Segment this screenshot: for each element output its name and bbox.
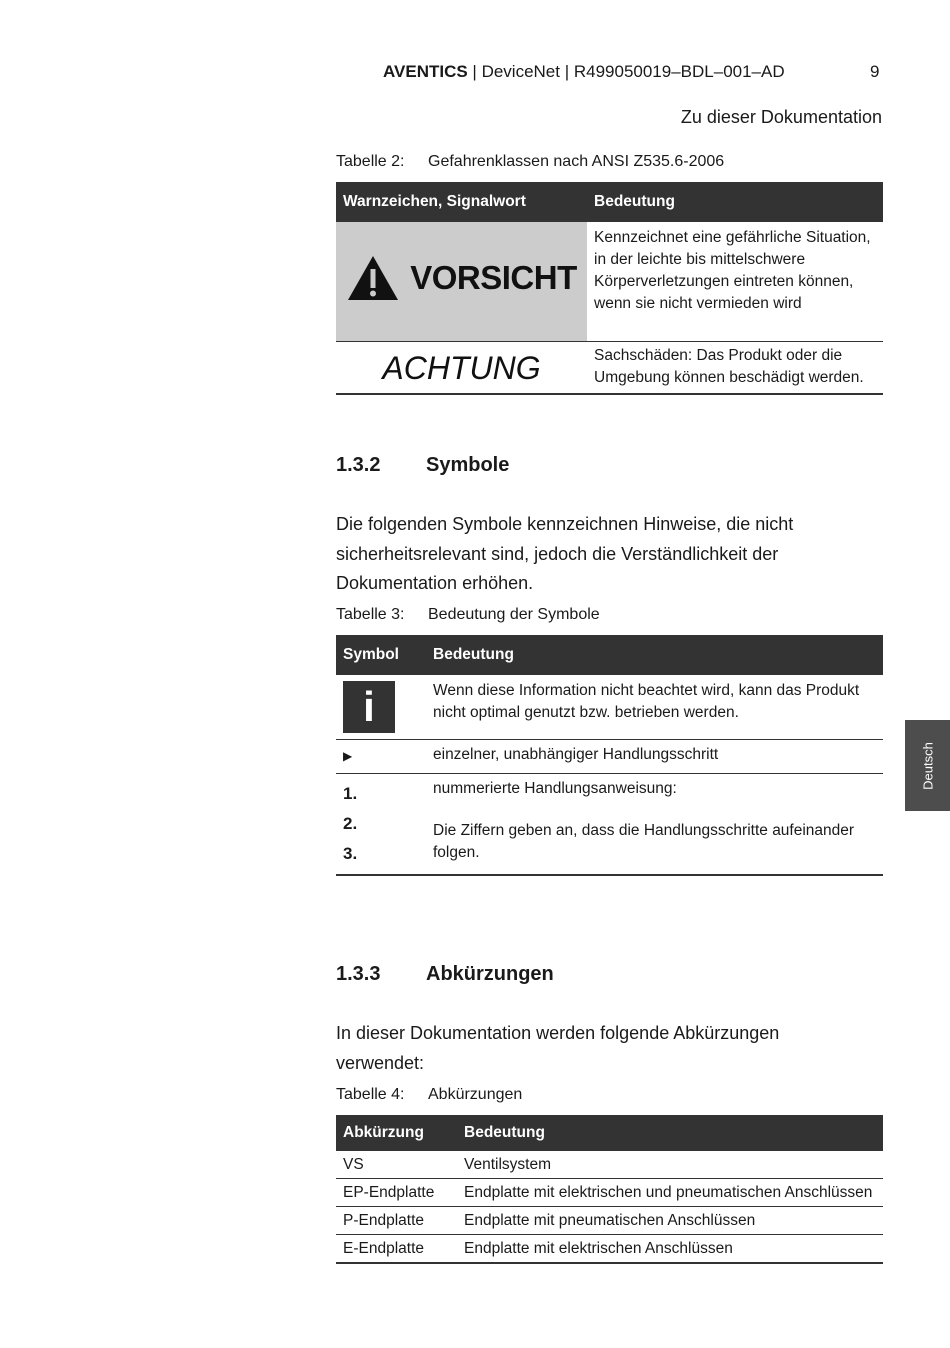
meaning-cell: Wenn diese Information nicht beachtet wird, kann das Produkt nicht optimal genutzt bzw. betrieben werden. [426, 675, 883, 740]
table-header-row [336, 635, 883, 675]
abbr-cell: E-Endplatte [336, 1235, 457, 1264]
abbr-cell: VS [336, 1151, 457, 1179]
list-number: 2. [343, 814, 358, 833]
col-header: Symbol [336, 635, 426, 675]
table-row [336, 1151, 883, 1179]
achtung-cell [336, 342, 587, 395]
section-number: 1.3.3 [336, 963, 381, 985]
symbol-table [336, 635, 883, 876]
col-header: Warnzeichen, Signalwort [336, 182, 587, 222]
table-row [336, 1179, 883, 1207]
info-icon: i [343, 681, 395, 733]
language-tab-label: Deutsch [920, 741, 935, 790]
meaning-cell [426, 774, 883, 876]
meaning-cell: Kennzeichnet eine gefährliche Situation, in der leichte bis mittelschwere Körperverletzungen eintreten können, wenn sie nicht vermieden wird [587, 222, 883, 342]
paragraph: In dieser Dokumentation werden folgende Abkürzungen verwendet: [336, 1023, 780, 1073]
meaning-line: nummerierte Handlungsanweisung: [433, 780, 677, 797]
symbol-cell [336, 675, 426, 740]
section-title-abkuerzungen [336, 963, 554, 986]
table-row [336, 1207, 883, 1235]
abbr-cell: EP-Endplatte [336, 1179, 457, 1207]
vorsicht-label: VORSICHT [410, 259, 577, 296]
col-header: Bedeutung [426, 635, 883, 675]
paragraph: Die folgenden Symbole kennzeichnen Hinweise, die nicht sicherheitsrelevant sind, jedoch die Verständlichkeit der Dokumentation erhöhen. [336, 514, 794, 593]
section-title-symbole [336, 454, 509, 477]
table-row [336, 675, 883, 740]
table3-caption-num: Tabelle 3: [336, 606, 405, 623]
section-title: Abkürzungen [426, 963, 554, 985]
table-row [336, 1235, 883, 1264]
list-number: 1. [343, 784, 358, 803]
vorsicht-cell [336, 222, 587, 342]
col-header: Bedeutung [457, 1115, 883, 1151]
table-header-row [336, 182, 883, 222]
arrow-right-icon: ▶ [336, 740, 426, 774]
table4-caption-num: Tabelle 4: [336, 1086, 405, 1103]
running-header [383, 62, 785, 82]
achtung-label: ACHTUNG [382, 349, 541, 386]
table2-caption-text: Gefahrenklassen nach ANSI Z535.6-2006 [428, 153, 725, 170]
hazard-table [336, 182, 883, 395]
table4-caption [336, 1086, 522, 1104]
meaning-cell: Endplatte mit elektrischen und pneumatischen Anschlüssen [457, 1179, 883, 1207]
section-title: Symbole [426, 454, 510, 476]
meaning-cell: Endplatte mit elektrischen Anschlüssen [457, 1235, 883, 1264]
meaning-cell: Sachschäden: Das Produkt oder die Umgebung können beschädigt werden. [587, 342, 883, 395]
table3-caption-text: Bedeutung der Symbole [428, 606, 600, 623]
section-number: 1.3.2 [336, 454, 381, 476]
section-heading: Zu dieser Dokumentation [680, 107, 882, 127]
header-brand: AVENTICS [383, 62, 468, 81]
meaning-cell: Ventilsystem [457, 1151, 883, 1179]
table-row [336, 774, 883, 876]
meaning-line: Die Ziffern geben an, dass die Handlungsschritte aufeinander folgen. [433, 822, 855, 861]
table-header-row [336, 1115, 883, 1151]
table-row [336, 740, 883, 774]
abbreviation-table [336, 1115, 883, 1264]
warning-triangle-icon [346, 254, 400, 302]
page-number: 9 [870, 62, 880, 81]
table2-caption [336, 153, 724, 171]
vorsicht-signal [346, 254, 577, 302]
language-tab [905, 720, 950, 811]
meaning-cell: Endplatte mit pneumatischen Anschlüssen [457, 1207, 883, 1235]
table2-caption-num: Tabelle 2: [336, 153, 405, 170]
list-number: 3. [343, 844, 358, 863]
table4-caption-text: Abkürzungen [428, 1086, 523, 1103]
abbr-cell: P-Endplatte [336, 1207, 457, 1235]
table-row [336, 222, 883, 342]
table3-caption [336, 606, 600, 624]
col-header: Bedeutung [587, 182, 883, 222]
meaning-cell: einzelner, unabhängiger Handlungsschritt [426, 740, 883, 774]
numbered-list-symbol [336, 774, 426, 876]
table-row [336, 342, 883, 395]
header-doc-id: | DeviceNet | R499050019–BDL–001–AD [467, 62, 785, 81]
col-header: Abkürzung [336, 1115, 457, 1151]
